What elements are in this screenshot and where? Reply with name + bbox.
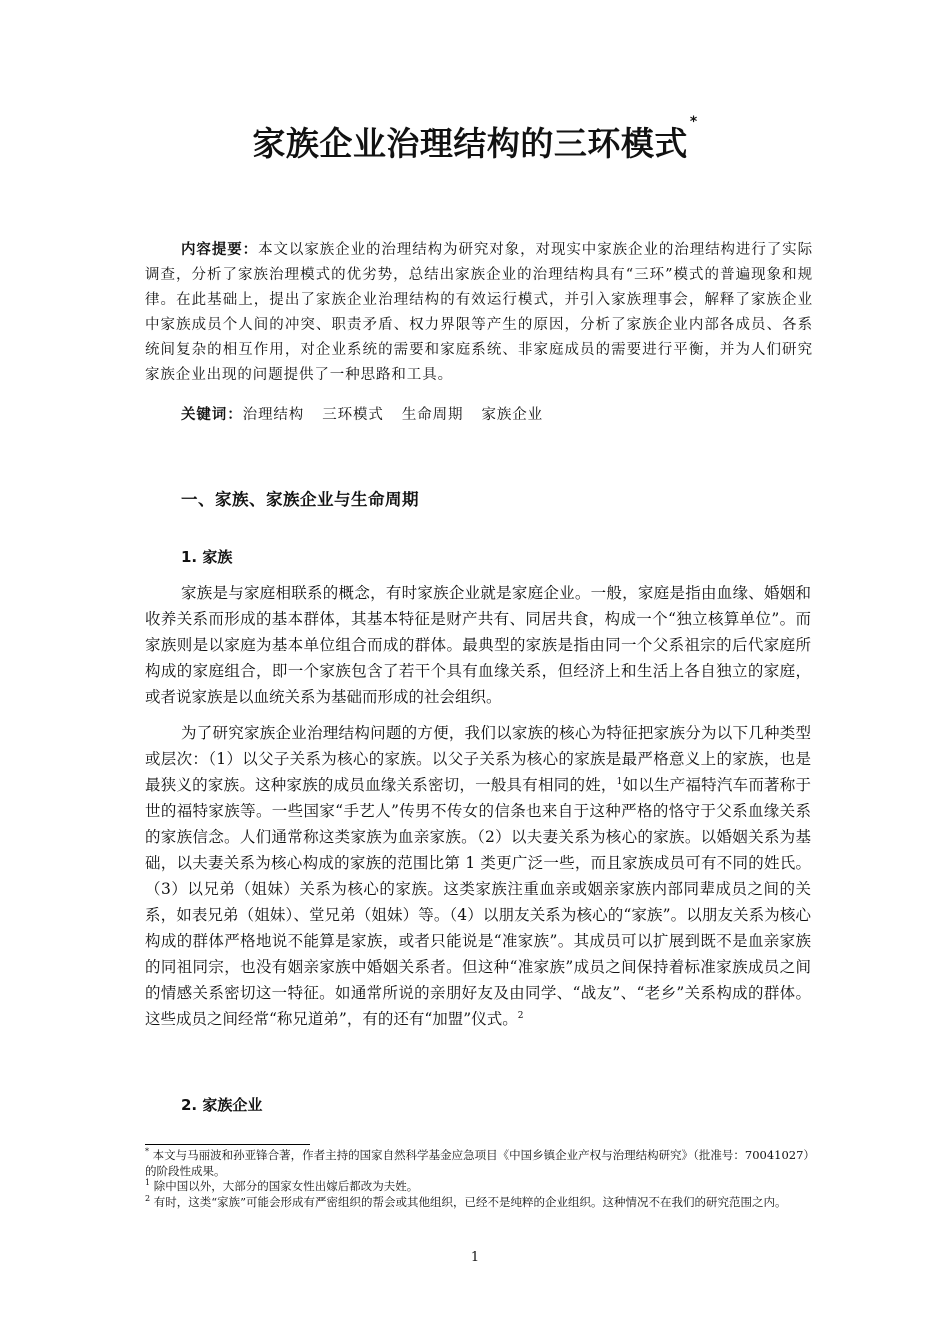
paragraph-text: 如以生产福特汽车而著称于世的福特家族等。一些国家“手艺人”传男不传女的信条也来自于这种严格的恪守于父系血缘关系的家族信念。人们通常称这类家族为血亲家族。（2）以夫妻关系为核心的家族。以婚姻关系为基础，以夫妻关系为核心构成的家族的范围比第 1 类更广泛一些，而且家族成员可有不同的姓氏。（3）以兄弟（姐妹）关系为核心的家族。这类家族注重血亲或姻亲家族内部同辈成员之间的关系，如表兄弟（姐妹）、堂兄弟（姐妹）等。（4）以朋友关系为核心的“家族”。以朋友关系为核心构成的群体严格地说不能算是家族，或者只能说是“准家族”。其成员可以扩展到既不是血亲家族的同祖同宗，也没有姻亲家族中婚姻关系者。但这种“准家族”成员之间保持着标准家族成员之间的情感关系密切这一特征。如通常所说的亲朋好友及由同学、“战友”、“老乡”关系构成的群体。这些成员之间经常“称兄道弟”，有的还有“加盟”仪式。: [145, 776, 811, 1028]
document-title: [0, 114, 950, 165]
footnote-item: [145, 1195, 813, 1211]
footnote-text: 有时，这类“家族”可能会形成有严密组织的帮会或其他组织，已经不是纯粹的企业组织。这种情况不在我们的研究范围之内。: [153, 1194, 787, 1209]
keyword-item: 家族企业: [481, 407, 544, 423]
page-number: 1: [470, 1250, 480, 1265]
footnote-mark: 1: [145, 1178, 151, 1188]
footnote-divider: [145, 1144, 310, 1145]
subsection-heading-family-business: 2. 家族企业: [181, 1096, 263, 1114]
footnote-text: 除中国以外，大部分的国家女性出嫁后都改为夫姓。: [153, 1179, 419, 1193]
footnote-item: [145, 1179, 813, 1195]
paragraph-text: 为了研究家族企业治理结构问题的方便，我们以家族的核心为特征把家族分为以下几种类型或层次：（1）以父子关系为核心的家族。以父子关系为核心的家族是最严格意义上的家族，也是最狭义的家族。这种家族的成员血缘关系密切，一般具有相同的姓，: [145, 724, 811, 794]
subsection-heading-family: 1. 家族: [181, 548, 233, 566]
paragraph-family-definition: 家族是与家庭相联系的概念，有时家族企业就是家庭企业。一般，家庭是指由血缘、婚姻和收养关系而形成的基本群体，其基本特征是财产共有、同居共食，构成一个“独立核算单位”。而家族则是以家庭为基本单位组合而成的群体。最典型的家族是指由同一个父系祖宗的后代家庭所构成的家庭组合，即一个家族包含了若干个具有血缘关系，但经济上和生活上各自独立的家庭，或者说家族是以血统关系为基础而形成的社会组织。: [145, 584, 811, 706]
footnote-item: [145, 1148, 813, 1179]
footnote-mark: 2: [145, 1193, 151, 1203]
title-footnote-marker[interactable]: *: [689, 114, 698, 130]
title-text: 家族企业治理结构的三环模式: [252, 124, 688, 163]
keywords: [181, 403, 561, 424]
footnote-ref[interactable]: 1: [616, 776, 623, 787]
body-text: [145, 580, 811, 1032]
keywords-label: 关键词：: [181, 407, 243, 423]
footnotes: [145, 1148, 813, 1210]
abstract-label: 内容提要：: [181, 242, 259, 258]
section-heading: 一、家族、家族企业与生命周期: [181, 490, 419, 509]
keyword-item: 生命周期: [401, 407, 464, 423]
footnote-text: 本文与马丽波和孙亚锋合著，作者主持的国家自然科学基金应急项目《中国乡镇企业产权与治理结构研究》（批准号：70041027）的阶段性成果。: [145, 1148, 810, 1178]
abstract: [145, 238, 813, 388]
keyword-item: 治理结构: [242, 407, 305, 423]
footnote-ref[interactable]: 2: [517, 1010, 524, 1021]
abstract-text: 本文以家族企业的治理结构为研究对象，对现实中家族企业的治理结构进行了实际调查，分析了家族治理模式的优劣势，总结出家族企业的治理结构具有“三环”模式的普遍现象和规律。在此基础上，提出了家族企业治理结构的有效运行模式，并引入家族理事会，解释了家族企业中家族成员个人间的冲突、职责矛盾、权力界限等产生的原因，分析了家族企业内部各成员、各系统间复杂的相互作用，对企业系统的需要和家庭系统、非家庭成员的需要进行平衡，并为人们研究家族企业出现的问题提供了一种思路和工具。: [145, 242, 813, 383]
keyword-item: 三环模式: [322, 407, 384, 423]
paragraph-family-types: [145, 720, 811, 1032]
footnote-mark: *: [145, 1147, 149, 1157]
